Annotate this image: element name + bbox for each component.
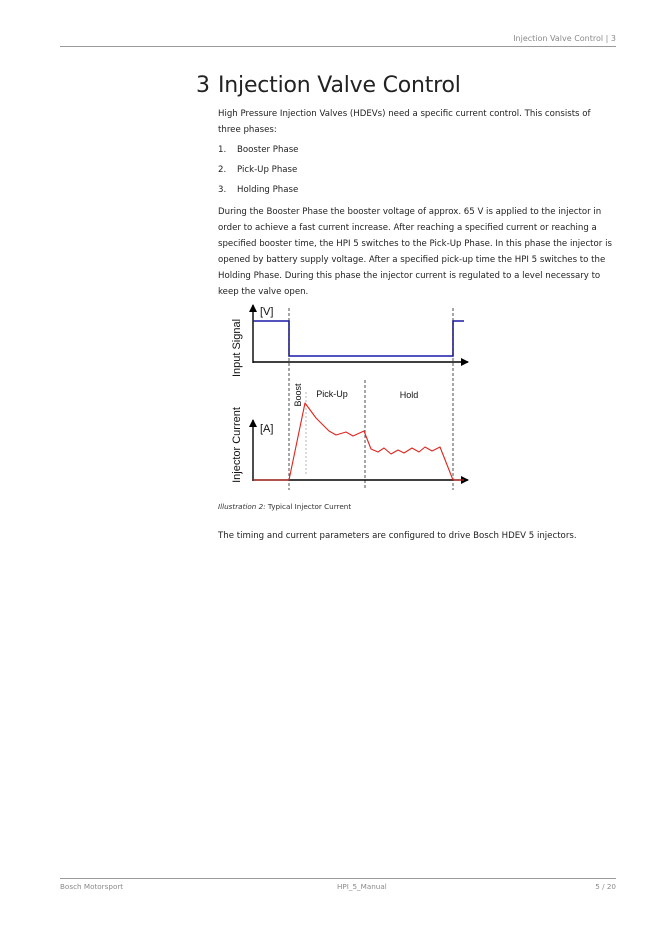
hold-phase-label: Hold: [399, 390, 419, 400]
list-item-label: Holding Phase: [237, 185, 299, 195]
list-item-label: Booster Phase: [237, 145, 299, 155]
chapter-number: 3: [196, 73, 210, 98]
list-item: [218, 162, 612, 182]
list-item-number: 3.: [218, 185, 227, 195]
chapter-body: [218, 106, 612, 300]
footer-document: HPI_5_Manual: [337, 882, 387, 891]
description-paragraph: During the Booster Phase the booster voltage of approx. 65 V is applied to the injector in order to achieve a fast current increase. After reaching a specified current or reaching a specified booster time, the HPI 5 switches to the Pick-Up Phase. In this phase the injector is opened by battery supply voltage. After a specified pick-up time the HPI 5 switches to the Holding Phase. During this phase the injector current is regulated to a level necessary to keep the valve open.: [218, 207, 612, 297]
list-item-label: Pick-Up Phase: [237, 165, 298, 175]
input-signal-trace: [253, 321, 464, 356]
pickup-phase-label: Pick-Up: [316, 389, 348, 399]
boost-phase-label: Boost: [293, 383, 303, 407]
diagram-svg: [226, 300, 476, 496]
injector-current-label: Injector Current: [231, 407, 243, 483]
list-item: [218, 182, 612, 202]
current-unit-label: [A]: [260, 423, 274, 435]
page-number: 5 / 20: [595, 882, 616, 891]
header-divider: [60, 46, 616, 47]
list-item: [218, 142, 612, 162]
intro-paragraph: High Pressure Injection Valves (HDEVs) need a specific current control. This consists of three phases:: [218, 109, 591, 135]
footer-company: Bosch Motorsport: [60, 882, 124, 891]
list-item-number: 1.: [218, 145, 227, 155]
running-header: Injection Valve Control | 3: [513, 34, 616, 43]
input-signal-label: Input Signal: [231, 318, 243, 378]
closing-paragraph: The timing and current parameters are configured to drive Bosch HDEV 5 injectors.: [218, 530, 577, 541]
chapter-title: [196, 73, 461, 98]
injector-current-panel: [231, 383, 468, 483]
list-item-number: 2.: [218, 165, 227, 175]
injector-current-diagram: [226, 300, 476, 496]
caption-prefix: Illustration 2:: [218, 502, 266, 511]
footer-divider: [60, 878, 616, 879]
injector-current-trace: [253, 403, 464, 480]
caption-text: Typical Injector Current: [265, 502, 352, 511]
chapter-title-text: Injection Valve Control: [218, 73, 461, 98]
input-signal-panel: [231, 305, 468, 377]
phase-list: [218, 142, 612, 202]
figure-caption: [218, 502, 351, 511]
voltage-unit-label: [V]: [260, 306, 274, 318]
